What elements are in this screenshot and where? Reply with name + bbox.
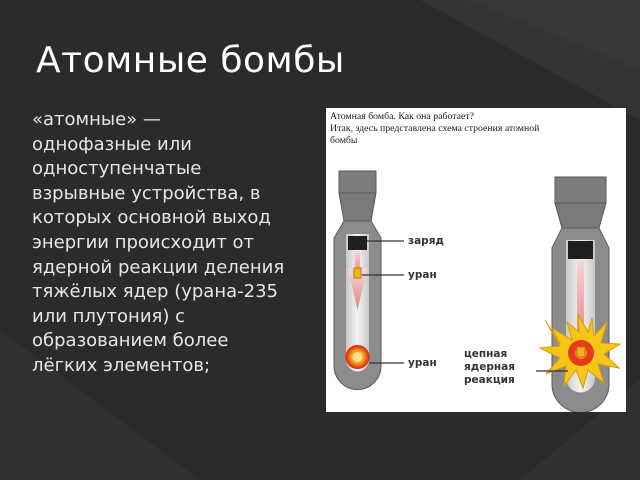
body-line: ядерной реакции деления <box>32 256 285 278</box>
body-line: одноступенчатые <box>32 158 202 180</box>
label-chain-reaction-line: цепная <box>464 348 508 360</box>
label-chain-reaction-line: реакция <box>464 374 515 386</box>
body-line: лёгких элементов; <box>32 354 211 376</box>
caption-line: бомбы <box>330 135 358 147</box>
bomb-diagram-panel <box>326 108 626 412</box>
label-uranium-bottom: уран <box>408 357 437 369</box>
slide-body-text <box>32 108 322 379</box>
body-line: однофазные или <box>32 133 192 155</box>
body-line: которых основной выход <box>32 207 271 229</box>
label-chain-reaction-line: ядерная <box>464 361 515 373</box>
body-line: тяжёлых ядер (урана-235 <box>32 281 278 303</box>
bomb-detonation <box>540 177 620 412</box>
body-line: взрывные устройства, в <box>32 182 261 204</box>
label-uranium-top: уран <box>408 269 437 281</box>
caption-line: Атомная бомба. Как она работает? <box>330 111 474 122</box>
bomb-before-detonation <box>334 171 381 390</box>
body-line: энергии происходит от <box>32 231 255 253</box>
body-line: или плутония) с <box>32 305 185 327</box>
caption-line: Итак, здесь представлена схема строения атомной <box>330 123 540 135</box>
body-line: «атомные» — <box>32 109 161 130</box>
body-line: образованием более <box>32 330 229 352</box>
label-chain-reaction <box>464 348 515 387</box>
slide-title: Атомные бомбы <box>36 40 345 81</box>
label-charge: заряд <box>408 235 444 247</box>
